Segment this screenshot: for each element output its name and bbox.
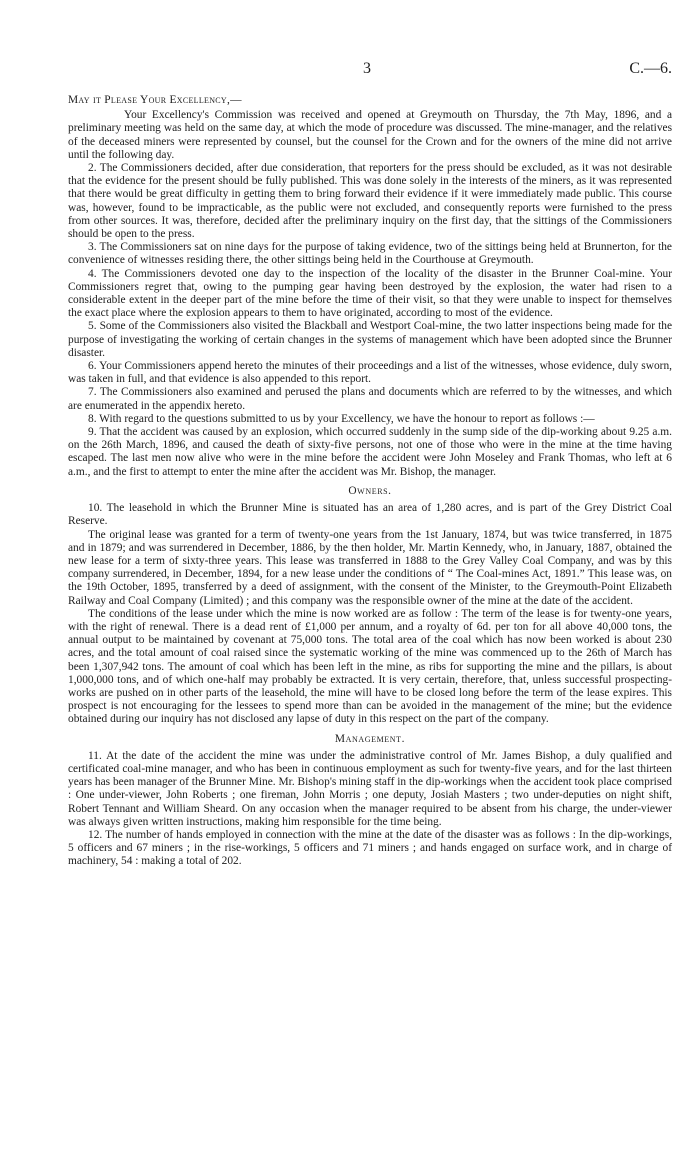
paragraph-original-lease: The original lease was granted for a term of twenty-one years from the 1st January, 1874, but was twice transferred, in 1875 and in 1879; and was surrendered in December, 1886, by the then holder, Mr. Martin Kennedy, who, in January, 1887, obtained the new lease for a term of sixty-three years. This lease was transferred in 1888 to the Grey Valley Coal Company, and was by this company surrendered, in December, 1894, for a new lease under the conditions of “ The Coal-mines Act, 1891.” This lease was, on the 19th October, 1895, transferred by a deed of assignment, with the consent of the Minister, to the Greymouth-Point Elizabeth Railway and Coal Company (Limited) ; and this company was the responsible owner of the mine at the date of the accident. — [68, 528, 672, 607]
page-header — [68, 62, 672, 84]
paragraph-6: 6. Your Commissioners append hereto the minutes of their proceedings and a list of the witnesses, whose evidence, duly sworn, was taken in full, and that evidence is also appended to this report. — [68, 360, 672, 386]
paragraph-2: 2. The Commissioners decided, after due consideration, that reporters for the press should be excluded, as it was not desirable that the evidence for the present should be fully published. This was done solely in the interests of the miners, as it was represented that there would be great difficulty in getting them to bring forward their evidence if it were immediately made public. This course was, however, found to be impracticable, as the public were not excluded, and consequently reports were furnished to the press from other sources. It was, therefore, decided after the preliminary inquiry on the first day, that the sittings of the Commissioners should be open to the press. — [68, 162, 672, 241]
paragraph-7: 7. The Commissioners also examined and perused the plans and documents which are referred to by the witnesses, and which are enumerated in the appendix hereto. — [68, 386, 672, 412]
paragraph-5: 5. Some of the Commissioners also visited the Blackball and Westport Coal-mine, the two latter inspections being made for the purpose of investigating the working of certain changes in the systems of management which have been adopted since the Brunner disaster. — [68, 320, 672, 359]
document-reference: C.—6. — [629, 60, 672, 77]
paragraph-lease-conditions: The conditions of the lease under which the mine is now worked are as follow : The term of the lease is for twenty-one years, with the right of renewal. There is a dead rent of £1,000 per annum, and a royalty of 6d. per ton for all above 40,000 tons, the annual output to be maintained by covenant at 75,000 tons. The total area of the coal which has now been worked is about 230 acres, and the total amount of coal raised since the systematic working of the mine was commenced up to the 26th of March has been 1,307,942 tons. The amount of coal which has been left in the mine, as ribs for supporting the mine and the pillars, is about 1,000,000 tons, and of which one-half may probably be extracted. It is very certain, therefore, that, unless successful prospecting-works are pushed on in other parts of the leasehold, the mine will have to be closed long before the term of the lease expires. This prospect is not encouraging for the lessees to spend more than can be avoided in the management of the mine; but the evidence obtained during our inquiry has not disclosed any lapse of duty in this respect on the part of the company. — [68, 607, 672, 726]
salutation: May it Please Your Excellency,— — [68, 94, 242, 106]
page-number: 3 — [363, 60, 371, 77]
paragraph-4: 4. The Commissioners devoted one day to the inspection of the locality of the disaster in the Brunner Coal-mine. Your Commissioners regret that, owing to the pumping gear having been destroyed by the explosion, the water had risen to a considerable extent in the deeper part of the mine before the time of their visit, so that they were unable to inspect for themselves the exact place where the explosion appears to them to have originated, according to most of the evidence. — [68, 267, 672, 320]
paragraph-8: 8. With regard to the questions submitted to us by your Excellency, we have the honour to report as follows :— — [88, 412, 595, 425]
section-heading-owners: Owners. — [348, 484, 392, 497]
paragraph-3: 3. The Commissioners sat on nine days for the purpose of taking evidence, two of the sittings being held at Brunnerton, for the convenience of witnesses residing there, the other sittings being held in the Courthouse at Greymouth. — [68, 241, 672, 267]
paragraph-11: 11. At the date of the accident the mine was under the administrative control of Mr. James Bishop, a duly qualified and certificated coal-mine manager, and who has been in continuous employment as such for twenty-five years, and for the last thirteen years has been manager of the Brunner Mine. Mr. Bishop's mining staff in the dip-workings when the accident took place comprised : One under-viewer, John Roberts ; one fireman, John Morris ; one deputy, Josiah Masters ; two under-deputies on night shift, Robert Tennant and William Sheard. On any occasion when the manager required to be absent from his charge, the under-viewer was always given written instructions, making him responsible for the time being. — [68, 749, 672, 828]
paragraph-9: 9. That the accident was caused by an explosion, which occurred suddenly in the sump side of the dip-working about 9.25 a.m. on the 26th March, 1896, and caused the death of sixty-five persons, not one of those who were in the mine at the time having escaped. The last men now alive who were in the mine before the accident were John Moseley and Frank Thomas, who left at 6 a.m., and the first to attempt to enter the mine after the accident was Mr. Bishop, the manager. — [68, 426, 672, 478]
section-heading-management: Management. — [334, 732, 406, 745]
paragraph-12: 12. The number of hands employed in connection with the mine at the date of the disaster was as follows : In the dip-workings, 5 officers and 67 miners ; in the rise-workings, 5 officers and 71 miners ; and hands engaged on surface work, and in charge of machinery, 54 : making a total of 202. — [68, 828, 672, 868]
paragraph-intro: Your Excellency's Commission was received and opened at Greymouth on Thursday, the 7th May, 1896, and a preliminary meeting was held on the same day, at which the mode of procedure was discussed. The mine-manager, and the relatives of the deceased miners were represented by counsel, but the counsel for the Crown and for the owners of the mine did not arrive until the following day. — [68, 109, 672, 161]
paragraph-10: 10. The leasehold in which the Brunner Mine is situated has an area of 1,280 acres, and is part of the Grey District Coal Reserve. — [68, 502, 672, 528]
document-page — [68, 62, 672, 869]
